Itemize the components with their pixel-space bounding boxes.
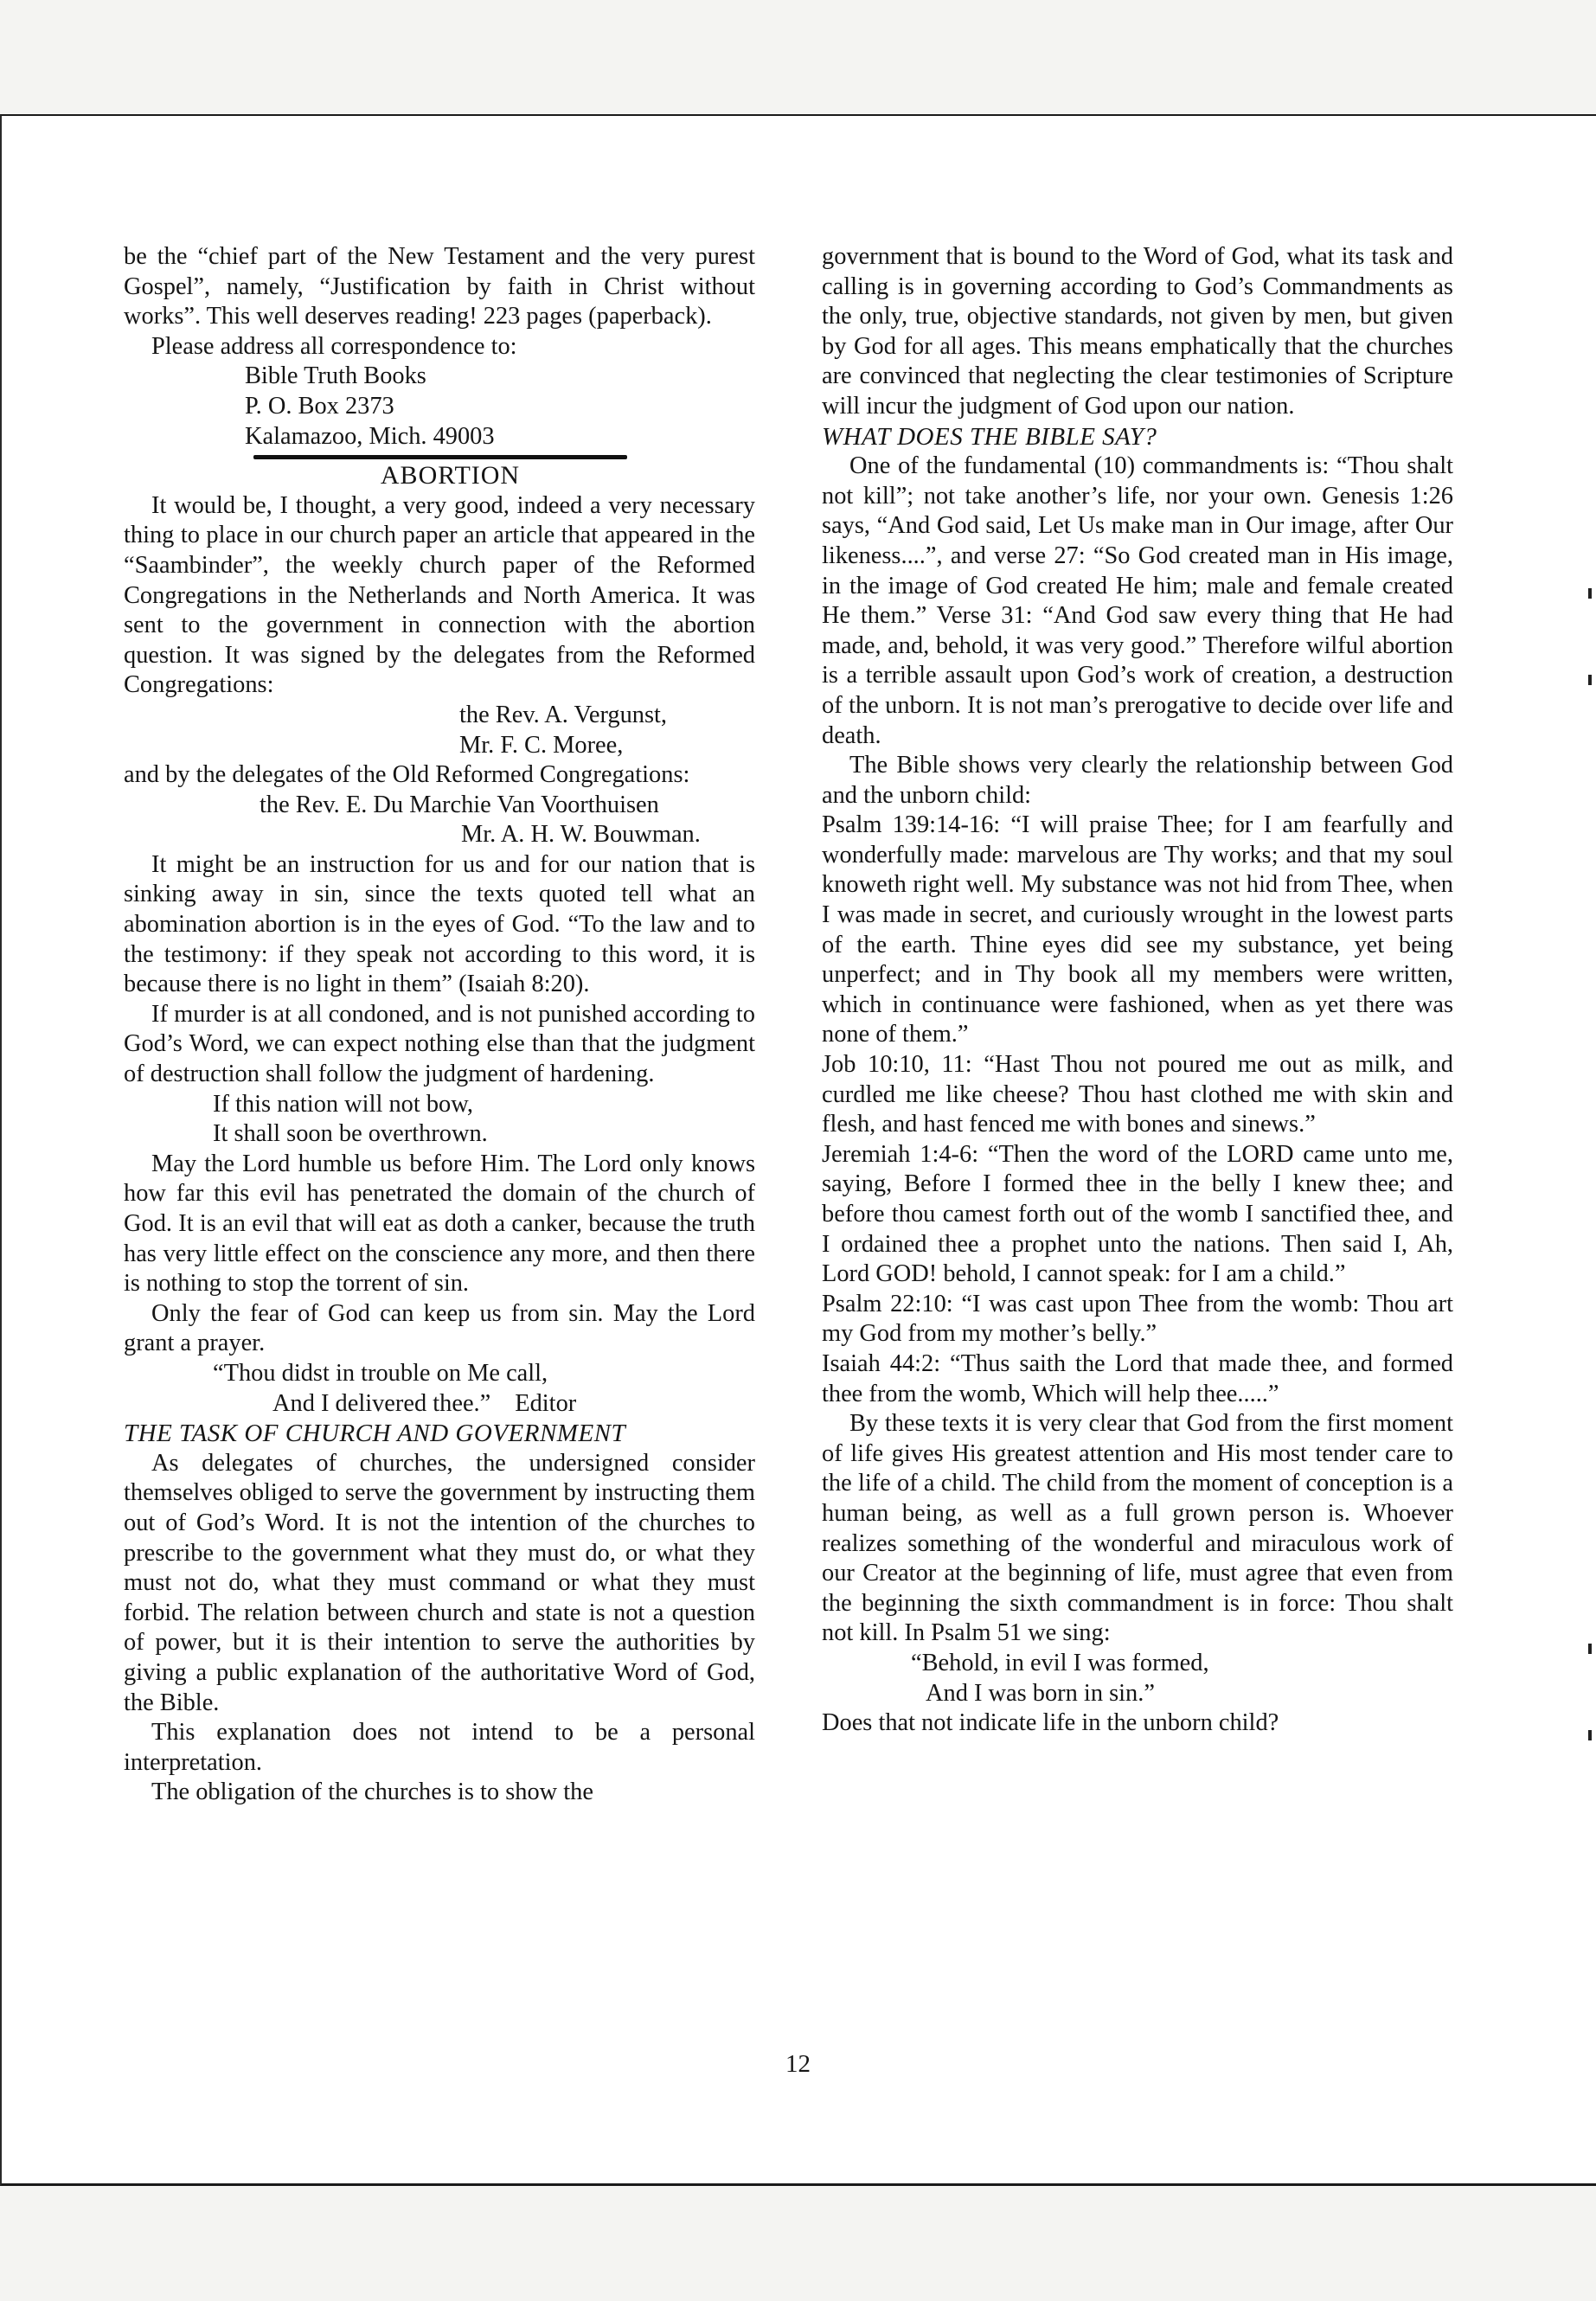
paragraph: It would be, I thought, a very good, indeed a very necessary thing to place in our church paper an article that appeared in the “Saambinder”, the weekly church paper of the Reformed Congregations in the Netherlands and North America. It was sent to the government in connection with the abortion question. It was signed by the delegates from the Reformed Congregations: bbox=[124, 491, 755, 699]
paragraph: The obligation of the churches is to show the bbox=[151, 1779, 593, 1806]
paragraph: The Bible shows very clearly the relationship between God and the unborn child: bbox=[822, 752, 1453, 809]
book-review-end: be the “chief part of the New Testament and the very purest Gospel”, namely, “Justification by faith in Christ without works”. This well deserves reading! 223 pages (paperback). bbox=[124, 243, 755, 330]
signatory: the Rev. A. Vergunst, bbox=[459, 701, 668, 728]
scripture-quote: Psalm 139:14-16: “I will praise Thee; for I am fearfully and wonderfully made: marvelous are Thy works; and that my soul knoweth right well. My substance was not hid from Thee, when I was made in secret, and curiously wrought in the lowest parts of the earth. Thine eyes did see my substance, yet being unperfect; and in Thy book all my members were written, which in continuance were fashioned, when as yet there was none of them.” bbox=[822, 811, 1453, 1048]
paragraph: One of the fundamental (10) commandments is: “Thou shalt not kill”; not take another’s life, nor your own. Genesis 1:26 says, “And God said, Let Us make man in Our image, after Our likeness....”, and verse 27: “So God created man in His image, in the image of God created He him; male and female created He them.” Verse 31: “And God saw every thing that He had made, and, behold, it was very good.” Therefore wilful abortion is a terrible assault upon God’s work of creation, a destruction of the unborn. It is not man’s prerogative to decide over life and death. bbox=[822, 452, 1453, 749]
signatory: the Rev. E. Du Marchie Van Voorthuisen bbox=[260, 791, 659, 818]
paragraph: As delegates of churches, the undersigned consider themselves obliged to serve the government by instructing them out of God’s Word. It is not the intention of the churches to prescribe to the government what they must do, or what they must not do, what they must command or what they must forbid. The relation between church and state is not a question of power, but it is their intention to serve the authorities by giving a public explanation of the authoritative Word of God, the Bible. bbox=[124, 1449, 755, 1716]
signatory: Mr. A. H. W. Bouwman. bbox=[461, 821, 701, 849]
section-divider bbox=[253, 455, 627, 459]
paragraph: government that is bound to the Word of God, what its task and calling is in governing according to God’s Commandments as the only, true, objective standards, not given by men, but given by God for all ages. This means emphatically that the churches are convinced that neglecting the clear testimonies of Scripture will incur the judgment of God upon our nation. bbox=[822, 243, 1453, 420]
editor-signature: Editor bbox=[515, 1389, 577, 1417]
paragraph: and by the delegates of the Old Reformed Congregations: bbox=[124, 761, 690, 789]
signatory: Mr. F. C. Moree, bbox=[459, 731, 624, 759]
verse-line: It shall soon be overthrown. bbox=[213, 1120, 488, 1148]
verse-line: And I delivered thee.” bbox=[272, 1389, 491, 1417]
scripture-quote: Jeremiah 1:4-6: “Then the word of the LORD came unto me, saying, Before I formed thee in the belly I knew thee; and before thou camest forth out of the womb I sanctified thee, and I ordained thee a prophet unto the nations. Then said I, Ah, Lord GOD! behold, I cannot speak: for I am a child.” bbox=[822, 1140, 1453, 1288]
scripture-quote: Psalm 22:10: “I was cast upon Thee from the womb: Thou art my God from my mother’s belly.” bbox=[822, 1290, 1453, 1348]
correspondence-note: Please address all correspondence to: bbox=[151, 332, 517, 360]
edge-mark bbox=[1588, 675, 1592, 685]
address-line: P. O. Box 2373 bbox=[245, 392, 394, 420]
paragraph: Does that not indicate life in the unborn child? bbox=[822, 1709, 1279, 1737]
paragraph: Only the fear of God can keep us from sin. May the Lord grant a prayer. bbox=[124, 1299, 755, 1357]
verse-line: If this nation will not bow, bbox=[213, 1090, 473, 1118]
address-line: Kalamazoo, Mich. 49003 bbox=[245, 422, 495, 450]
edge-mark bbox=[1588, 1644, 1592, 1654]
verse-line: “Behold, in evil I was formed, bbox=[911, 1649, 1209, 1676]
edge-mark bbox=[1588, 1730, 1592, 1740]
paragraph: May the Lord humble us before Him. The Lord only knows how far this evil has penetrated the domain of the church of God. It is an evil that will eat as doth a canker, because the truth has very little effect on the conscience any more, and then there is nothing to stop the torrent of sin. bbox=[124, 1150, 755, 1298]
scripture-quote: Isaiah 44:2: “Thus saith the Lord that made thee, and formed thee from the womb, Which will help thee.....” bbox=[822, 1349, 1453, 1407]
scripture-quote: Job 10:10, 11: “Hast Thou not poured me out as milk, and curdled me like cheese? Thou hast clothed me with skin and flesh, and hast fenced me with bones and sinews.” bbox=[822, 1051, 1453, 1138]
page-number: 12 bbox=[785, 2050, 811, 2078]
verse-line: And I was born in sin.” bbox=[926, 1679, 1155, 1707]
paragraph: This explanation does not intend to be a personal interpretation. bbox=[124, 1719, 755, 1776]
verse-line: “Thou didst in trouble on Me call, bbox=[213, 1359, 548, 1387]
paragraph: If murder is at all condoned, and is not punished according to God’s Word, we can expect nothing else than that the judgment of destruction shall follow the judgment of hardening. bbox=[124, 1000, 755, 1088]
right-column bbox=[822, 242, 1453, 1739]
verse-line bbox=[124, 1389, 755, 1420]
abortion-heading: ABORTION bbox=[380, 461, 521, 490]
left-column bbox=[124, 242, 755, 1808]
address-line: Bible Truth Books bbox=[245, 362, 426, 390]
edge-mark bbox=[1588, 588, 1592, 599]
paragraph: It might be an instruction for us and for our nation that is sinking away in sin, since the texts quoted tell what an abomination abortion is in the eyes of God. “To the law and to the testimony: if they speak not according to this word, it is because there is no light in them” (Isaiah 8:20). bbox=[124, 850, 755, 998]
task-heading: THE TASK OF CHURCH AND GOVERNMENT bbox=[124, 1420, 626, 1448]
bible-heading: WHAT DOES THE BIBLE SAY? bbox=[822, 422, 1157, 451]
paragraph: By these texts it is very clear that God from the first moment of life gives His greatest attention and His most tender care to the life of a child. The child from the moment of conception is a human being, as well as a full grown person is. Whoever realizes something of the wonderful and miraculous work of our Creator at the beginning of life, must agree that even from the beginning the sixth commandment is in force: Thou shalt not kill. In Psalm 51 we sing: bbox=[822, 1410, 1453, 1647]
